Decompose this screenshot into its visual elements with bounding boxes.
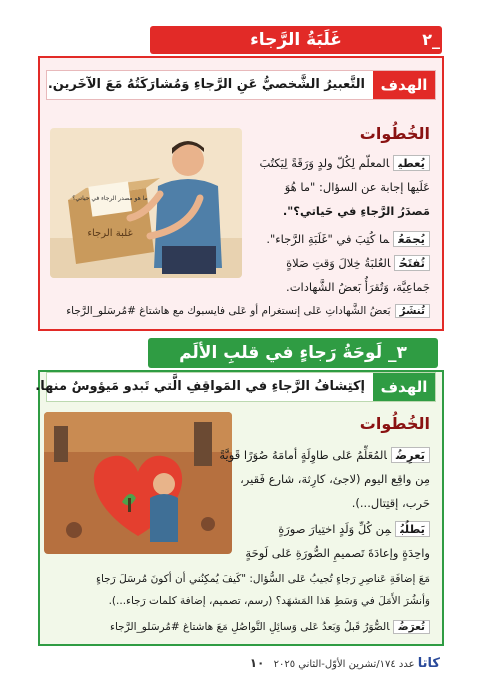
illustration-box (44, 412, 232, 554)
s2-line-2: عَلَيها إجابة عن السؤال: "ما هُوَ (284, 180, 430, 194)
goal-label: الهدف (373, 71, 435, 99)
s3-line-2: مِن واقِع اليوم (لاجئ، كارِثة، شارع فَقير، (240, 472, 430, 486)
s3-line-3: حَرب، إقتِتال...). (351, 496, 430, 510)
page-footer (90, 654, 440, 672)
s3-line-4: يَطلُبُمِن كُلِّ وَلَدٍ اختِيارَ صورَةٍ (278, 518, 430, 540)
s2-line-1: يُعطيالمعلّم لِكُلّ ولدٍ وَرَقَةً لِيَكتُبَ (259, 152, 430, 174)
section3-title: ٣_ لَوحَةُ رَجاءٍ في قلبِ الألَم (148, 338, 438, 368)
s3-line-8: تُعرَضُالصُّوَرُ قَبلُ وَبَعدُ عَلى وَسائِلِ التَّواصُلِ مَعَ هاشتاغ #مُرسَلو_الرَّجاء (110, 616, 430, 638)
steps-heading: الخُطُوات (359, 124, 430, 143)
s3-line-5: واحِدَةٍ وإعادَةَ تَصميمِ الصُّورَةِ عَلى لَوحَةٍ (245, 546, 430, 560)
magazine-name: كاتا (417, 656, 440, 671)
s2-line-7: تُنشَرُبَعضُ الشَّهاداتِ عَلى إنستغرام أو عَلى فايسبوك مع هاشتاغ #مُرسَلو_الرَّجاء (66, 300, 430, 322)
s3-line-1: يَعرِضُالمُعَلِّمُ عَلى طاوِلَةٍ أمامَهُ صُوَرًا قَويَّةً (219, 444, 430, 466)
s3-line-6: مَعَ إضافَةِ عَناصِرِ رَجاءٍ تُجيبُ عَلى السُّؤال: "كَيفَ يُمكِنُني أن أكونَ مُرسَلَ رَجاءٍ (96, 573, 430, 585)
goal-label: الهدف (373, 373, 435, 401)
section2-goal-row (46, 70, 436, 100)
section2-number: ٢_ (422, 30, 440, 49)
goal-text: إكتِشافُ الرَّجاءِ في المَواقِفِ الَّتي تَبدو مَيؤوسٌ منها. (35, 379, 365, 394)
page-number: ١٠ (249, 656, 265, 670)
box-label: غلبة الرجاء (87, 228, 133, 239)
s2-line-6: جَماعِيَّة، وَتُقرَأُ بَعضُ الشَّهادات. (286, 280, 430, 294)
issue-info: عدد ١٧٤/تشرين الأوّل-الثاني ٢٠٢٥ (273, 659, 415, 670)
steps-heading: الخُطُوات (359, 414, 430, 433)
boy-with-box-illustration (50, 128, 242, 278)
section2-title: غَلَبَةُ الرَّجاء (150, 26, 442, 54)
heart-hope-illustration (44, 412, 232, 554)
paper-text: ما هو مصدر الرجاء في حياتي؟ (72, 195, 148, 202)
s2-line-4: يُجمَعُما كُتِبَ في "غَلَبَةِ الرَّجاء". (266, 228, 430, 250)
section3-goal-row (35, 372, 436, 402)
s3-line-7: وَأنشُرَ الأَمَلَ في وَسَطِ هَذا المَشهَد؟ (رسم، تصميم، إضافة كلمات رَجاء...). (108, 595, 430, 607)
illustration-box (50, 128, 242, 278)
s2-line-3: مَصدَرُ الرَّجاءِ في حَياتي؟". (282, 204, 430, 218)
goal-text: التَّعبيرُ الشَّخصيُّ عَنِ الرَّجاءِ وَمُشارَكَتُهُ مَعَ الآخَرين. (47, 77, 365, 92)
s2-line-5: تُفتَحُالعُلبَةُ خِلالَ وَقتِ صَلاةٍ (286, 252, 430, 274)
